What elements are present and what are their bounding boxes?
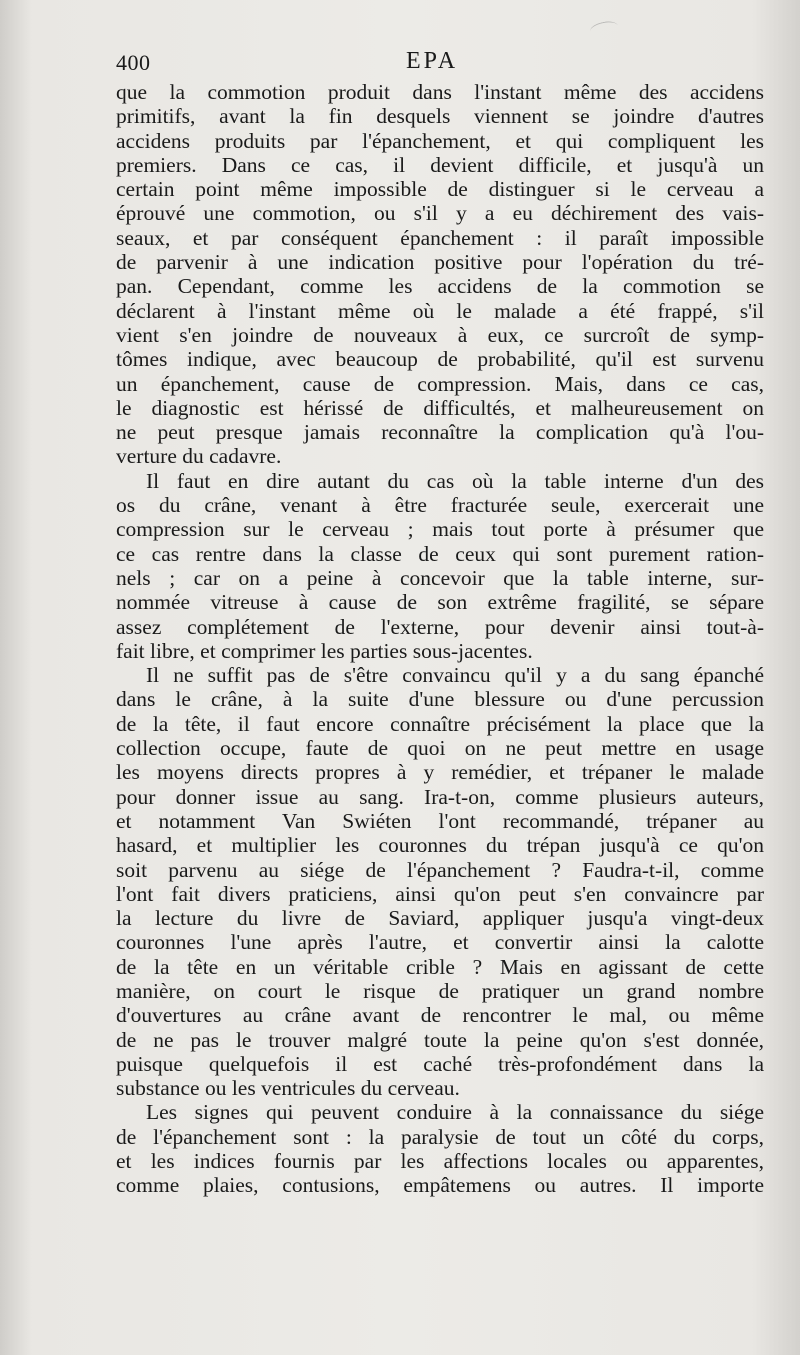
text-line: de ne pas le trouver malgré toute la peine qu'on s'est donnée, [116, 1027, 764, 1052]
text-line: primitifs, avant la fin desquels viennent se joindre d'autres [116, 104, 764, 129]
text-line: un épanchement, cause de compression. Mais, dans ce cas, [116, 371, 764, 396]
text-line: soit parvenu au siége de l'épanchement ? Faudra-t-il, comme [116, 857, 764, 882]
text-line: pan. Cependant, comme les accidens de la commotion se [116, 274, 764, 299]
text-line: comme plaies, contusions, empâtemens ou autres. Il importe [116, 1173, 764, 1198]
text-line: os du crâne, venant à être fracturée seule, exercerait une [116, 493, 764, 518]
text-line: couronnes l'une après l'autre, et convertir ainsi la calotte [116, 930, 764, 955]
text-line: déclarent à l'instant même où le malade a été frappé, s'il [116, 298, 764, 323]
text-line: certain point même impossible de distinguer si le cerveau a [116, 177, 764, 202]
text-line: substance ou les ventricules du cerveau. [116, 1076, 460, 1101]
text-line: l'ont fait divers praticiens, ainsi qu'on peut s'en convaincre par [116, 881, 764, 906]
text-line: éprouvé une commotion, ou s'il y a eu déchirement des vais- [116, 201, 764, 226]
page-header [116, 44, 766, 84]
text-line: compression sur le cerveau ; mais tout porte à présumer que [116, 517, 764, 542]
text-line: pour donner issue au sang. Ira-t-on, comme plusieurs auteurs, [116, 784, 764, 809]
text-line: d'ouvertures au crâne avant de rencontrer le mal, ou même [116, 1003, 764, 1028]
text-line: de la tête en un véritable crible ? Mais en agissant de cette [116, 954, 764, 979]
paragraph [116, 469, 764, 663]
text-line: accidens produits par l'épanchement, et qui compliquent les [116, 128, 764, 153]
text-line: verture du cadavre. [116, 444, 282, 469]
text-line: le diagnostic est hérissé de difficultés, et malheureusement on [116, 395, 764, 420]
page-number: 400 [116, 50, 151, 75]
text-line: seaux, et par conséquent épanchement : il paraît impossible [116, 225, 764, 250]
text-line: hasard, et multiplier les couronnes du trépan jusqu'à ce qu'on [116, 833, 764, 858]
text-line: nommée vitreuse à cause de son extrême fragilité, se sépare [116, 590, 764, 615]
text-line: ce cas rentre dans la classe de ceux qui sont purement ration- [116, 541, 764, 566]
text-line: Il faut en dire autant du cas où la table interne d'un des [146, 468, 764, 493]
running-head: EPA [406, 48, 459, 74]
text-line: dans le crâne, à la suite d'une blessure ou d'une percussion [116, 687, 764, 712]
text-line: Les signes qui peuvent conduire à la connaissance du siége [146, 1100, 764, 1125]
text-line: manière, on court le risque de pratiquer un grand nombre [116, 978, 764, 1003]
text-line: premiers. Dans ce cas, il devient difficile, et jusqu'à un [116, 152, 764, 177]
text-line: ne peut presque jamais reconnaître la complication qu'à l'ou- [116, 420, 764, 445]
text-line: les moyens directs propres à y remédier, et trépaner le malade [116, 760, 764, 785]
text-line: que la commotion produit dans l'instant même des accidens [116, 80, 764, 104]
paragraph [116, 1100, 764, 1197]
text-line: de parvenir à une indication positive pour l'opération du tré- [116, 250, 764, 275]
text-line: et notamment Van Swiéten l'ont recommandé, trépaner au [116, 808, 764, 833]
text-line: vient s'en joindre de nouveaux à eux, ce surcroît de symp- [116, 322, 764, 347]
paragraph [116, 663, 764, 1100]
text-line: la lecture du livre de Saviard, appliquer jusqu'a vingt-deux [116, 906, 764, 931]
text-line: et les indices fournis par les affections locales ou apparentes, [116, 1149, 764, 1174]
body-text [116, 80, 764, 1198]
text-line: nels ; car on a peine à concevoir que la table interne, sur- [116, 565, 764, 590]
text-line: puisque quelquefois il est caché très-profondément dans la [116, 1051, 764, 1076]
text-line: Il ne suffit pas de s'être convaincu qu'il y a du sang épanché [146, 663, 764, 688]
text-line: collection occupe, faute de quoi on ne peut mettre en usage [116, 736, 764, 761]
text-line: assez complétement de l'externe, pour devenir ainsi tout-à- [116, 614, 764, 639]
pencil-mark [589, 19, 619, 38]
text-line: de l'épanchement sont : la paralysie de tout un côté du corps, [116, 1124, 764, 1149]
text-line: fait libre, et comprimer les parties sous-jacentes. [116, 638, 533, 663]
paragraph [116, 80, 764, 469]
text-line: de la tête, il faut encore connaître précisément la place que la [116, 711, 764, 736]
text-line: tômes indique, avec beaucoup de probabilité, qu'il est survenu [116, 347, 764, 372]
